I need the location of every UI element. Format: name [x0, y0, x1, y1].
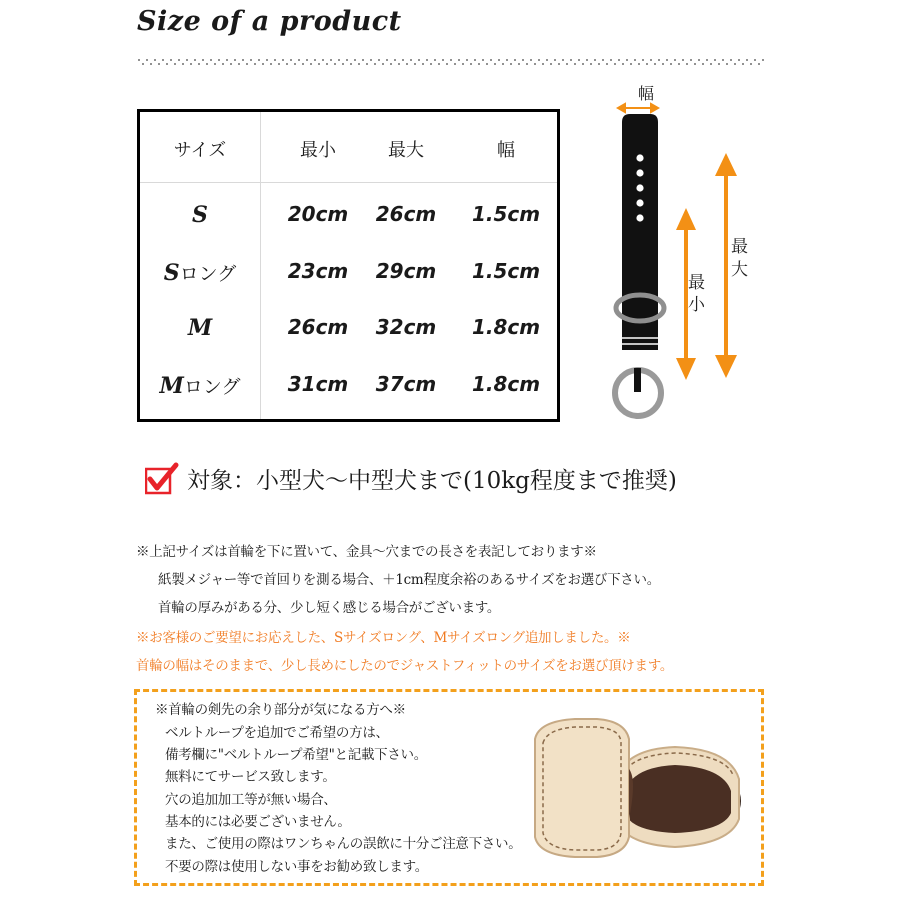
max-value: 26cm [375, 202, 437, 226]
buckle-tongue [634, 368, 641, 392]
note-red-line-2: 首輪の幅はそのままで、少し長めにしたのでジャストフィットのサイズをお選び頂けます。 [136, 658, 674, 674]
belt-loop-left [535, 719, 629, 857]
loop-line: 備考欄に"ベルトループ希望"と記載下さい。 [165, 747, 427, 763]
size-name: Sロング [163, 260, 237, 286]
size-name: Mロング [159, 373, 241, 399]
max-value: 37cm [375, 372, 437, 396]
loop-line: 無料にてサービス致します。 [165, 769, 336, 785]
header-width: 幅 [497, 140, 515, 161]
width-value: 1.8cm [471, 315, 541, 339]
size-table [137, 109, 560, 422]
min-label-2: 小 [688, 295, 705, 315]
loop-line: 穴の追加加工等が無い場合、 [165, 792, 337, 808]
collar-diagram [590, 80, 765, 420]
loop-line: 不要の際は使用しない事をお勧め致します。 [165, 859, 428, 875]
loop-line: また、ご使用の際はワンちゃんの誤飲に十分ご注意下さい。 [165, 836, 522, 852]
collar-strap-end [622, 280, 658, 350]
loop-line: ※首輪の剣先の余り部分が気になる方へ※ [155, 702, 406, 718]
size-name: M [187, 315, 213, 341]
min-value: 26cm [287, 315, 349, 339]
loop-line: ベルトループを追加でご希望の方は、 [165, 725, 389, 741]
width-value: 1.5cm [471, 259, 541, 283]
note-line-2: 紙製メジャー等で首回りを測る場合、＋1cm程度余裕のあるサイズをお選び下さい。 [158, 572, 660, 588]
width-label: 幅 [638, 84, 655, 103]
min-label-1: 最 [688, 273, 705, 293]
min-value: 23cm [287, 259, 349, 283]
table-header-row [140, 112, 557, 183]
min-value: 31cm [287, 372, 349, 396]
note-line-1: ※上記サイズは首輪を下に置いて、金具～穴までの長さを表記しております※ [136, 544, 597, 560]
loop-line: 基本的には必要ございません。 [165, 814, 351, 830]
note-red-line-1: ※お客様のご要望にお応えした、Sサイズロング、Mサイズロング追加しました。※ [136, 630, 631, 646]
page-title: Size of a product [137, 6, 402, 37]
note-line-3: 首輪の厚みがある分、少し短く感じる場合がございます。 [158, 600, 501, 616]
max-label-2: 大 [731, 260, 748, 280]
belt-loop-notice [134, 689, 764, 886]
size-name: S [192, 202, 208, 228]
width-value: 1.5cm [471, 202, 541, 226]
header-size: サイズ [173, 140, 227, 161]
header-max: 最大 [388, 140, 424, 161]
target-text: 対象：小型犬～中型犬まで(10kg程度まで推奨) [187, 467, 677, 494]
width-arrow [618, 104, 658, 112]
dotted-divider [137, 58, 765, 66]
header-min: 最小 [300, 140, 336, 161]
max-value: 32cm [375, 315, 437, 339]
min-value: 20cm [287, 202, 349, 226]
min-arrow [676, 208, 696, 380]
belt-loop-photo [525, 709, 755, 869]
target-line [145, 461, 677, 495]
max-value: 29cm [375, 259, 437, 283]
collar-strap [622, 114, 658, 280]
max-label-1: 最 [731, 237, 748, 257]
width-value: 1.8cm [471, 372, 541, 396]
checkmark-icon [145, 461, 179, 495]
